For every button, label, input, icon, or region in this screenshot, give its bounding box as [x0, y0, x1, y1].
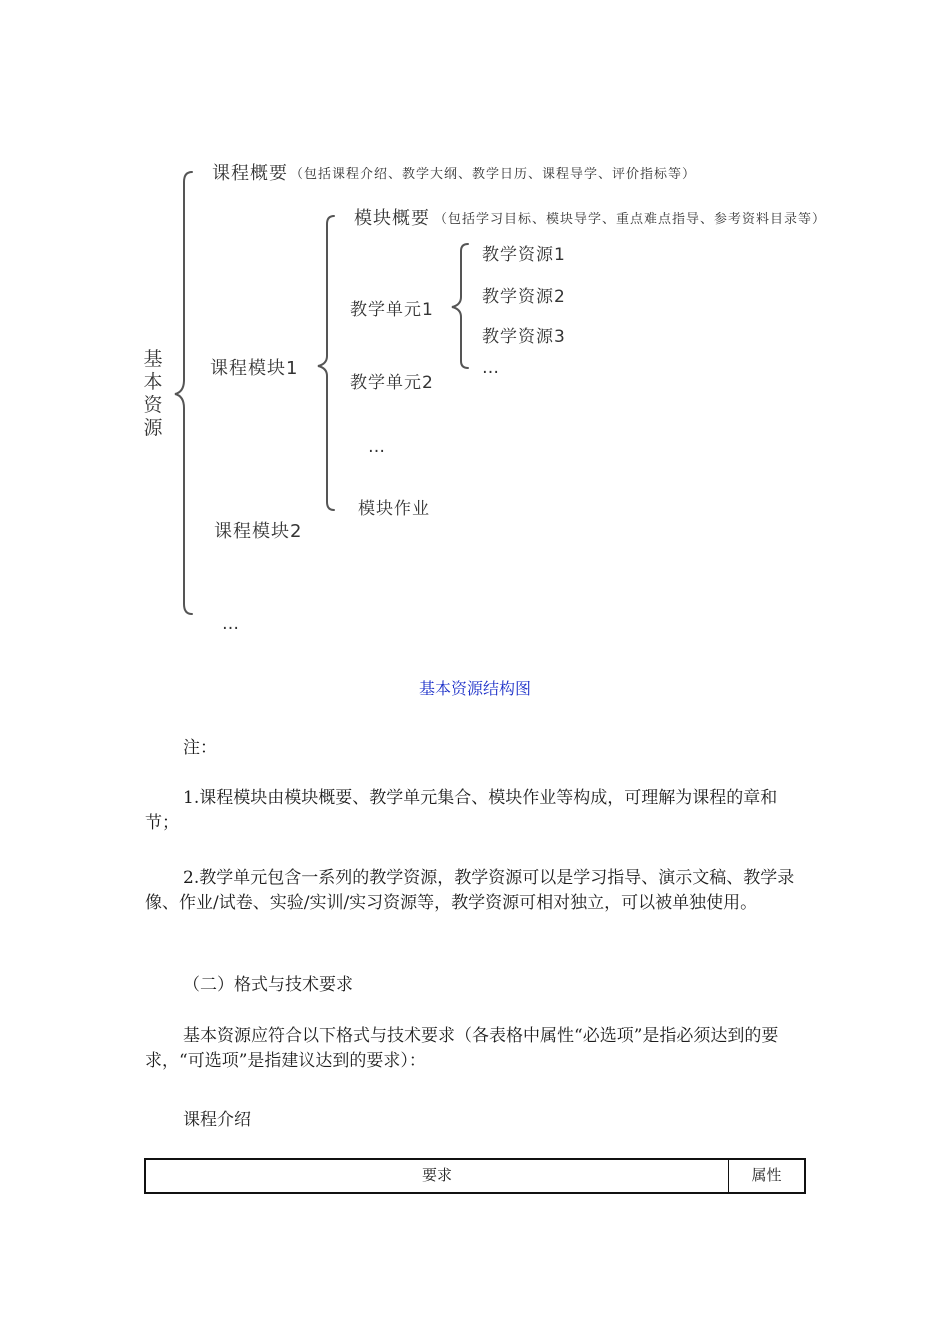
resource-more: …: [482, 358, 500, 378]
note-label: 注：: [183, 738, 217, 758]
figure-caption: 基本资源结构图: [418, 679, 531, 698]
resource-structure-diagram: [0, 0, 950, 650]
unit-more: …: [368, 437, 386, 457]
root-label: 基本资源: [143, 348, 163, 439]
unit1-brace: [452, 244, 468, 368]
table-header-attribute: 属性: [751, 1166, 782, 1184]
resource3-label: 教学资源3: [482, 327, 566, 347]
module1-label: 课程模块1: [210, 358, 299, 379]
module-overview-desc: （包括学习目标、模块导学、重点难点指导、参考资料目录等）: [434, 212, 827, 227]
note-item-1: 1.课程模块由模块概要、教学单元集合、模块作业等构成，可理解为课程的章和节；: [145, 788, 778, 833]
unit1-label: 教学单元1: [350, 300, 434, 320]
table-header-requirement: 要求: [146, 1160, 729, 1192]
module1-brace: [318, 216, 334, 510]
section-heading: （二）格式与技术要求: [183, 975, 353, 995]
resource1-label: 教学资源1: [482, 245, 566, 265]
course-overview-desc: （包括课程介绍、教学大纲、教学日历、课程导学、评价指标等）: [290, 167, 697, 182]
intro-paragraph: 基本资源应符合以下格式与技术要求（各表格中属性“必选项”是指必须达到的要求，“可选项”是指建议达到的要求）：: [145, 1026, 779, 1071]
module-overview-label: 模块概要: [354, 208, 430, 229]
course-overview-label: 课程概要: [212, 163, 288, 184]
bracket-lines: [0, 0, 950, 650]
requirements-table-header: [144, 1158, 806, 1194]
module2-label: 课程模块2: [214, 521, 303, 542]
module-more: …: [222, 614, 240, 634]
module-homework-label: 模块作业: [358, 499, 430, 519]
note-item-2: 2.教学单元包含一系列的教学资源，教学资源可以是学习指导、演示文稿、教学录像、作业/试卷、实验/实训/实习资源等，教学资源可相对独立，可以被单独使用。: [145, 868, 795, 913]
resource2-label: 教学资源2: [482, 287, 566, 307]
course-intro-label: 课程介绍: [183, 1110, 251, 1130]
root-brace: [175, 172, 192, 614]
unit2-label: 教学单元2: [350, 373, 434, 393]
